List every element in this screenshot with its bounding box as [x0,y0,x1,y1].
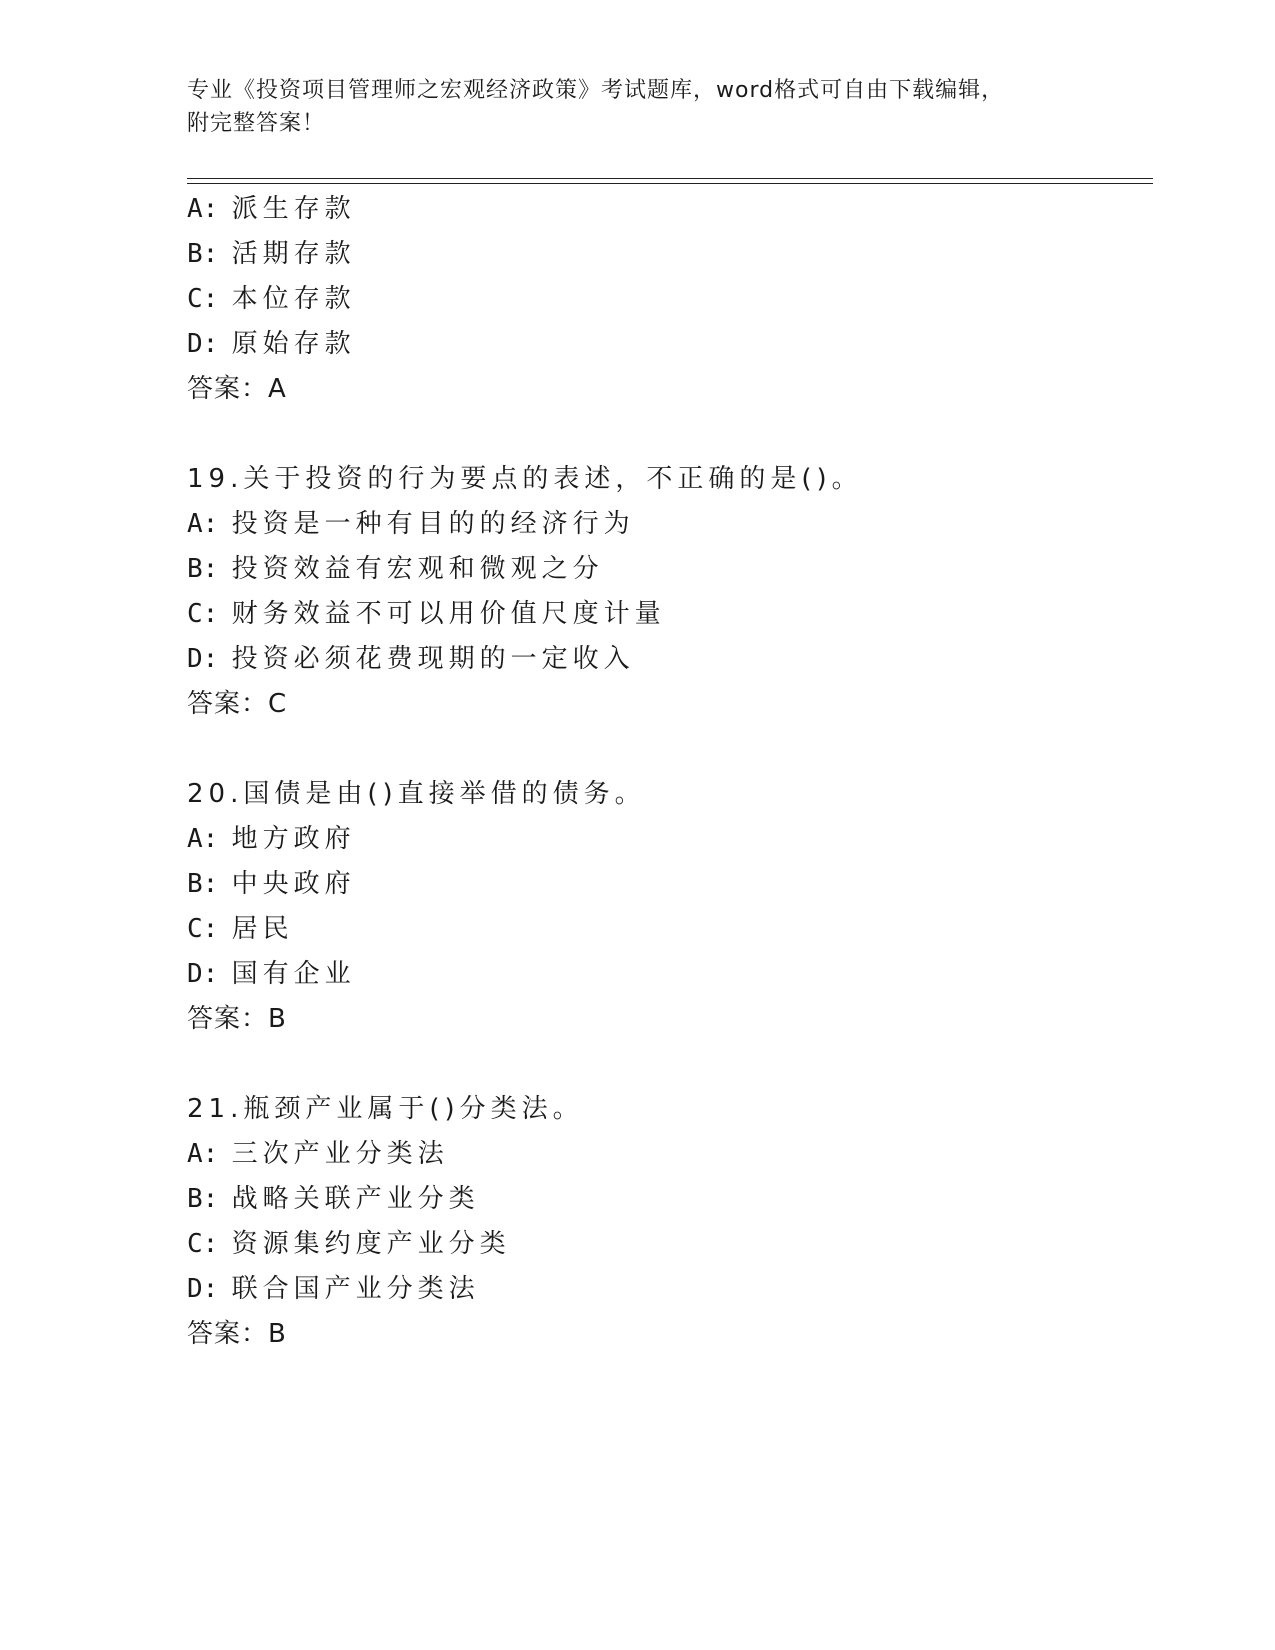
header-divider-top [187,178,1153,179]
header-line-2: 附完整答案！ [187,111,326,136]
option-d: D: 联合国产业分类法 [187,1274,480,1304]
option-c: C: 本位存款 [187,284,356,314]
option-a: A: 地方政府 [187,824,356,854]
option-b: B: 战略关联产业分类 [187,1184,480,1214]
header-divider-bottom [187,183,1153,184]
option-c: C: 居民 [187,914,294,944]
option-c: C: 财务效益不可以用价值尺度计量 [187,599,666,629]
option-b: B: 活期存款 [187,239,356,269]
option-d: D: 投资必须花费现期的一定收入 [187,644,635,674]
header-line-1: 专业《投资项目管理师之宏观经济政策》考试题库，word格式可自由下载编辑， [187,78,1005,103]
option-a: A: 三次产业分类法 [187,1139,449,1169]
question-text: 21.瓶颈产业属于()分类法。 [187,1094,584,1124]
option-d: D: 国有企业 [187,959,356,989]
answer: 答案：C [187,689,288,719]
answer: 答案：A [187,374,287,404]
document-header [187,74,1087,140]
question-text: 20.国债是由()直接举借的债务。 [187,779,646,809]
option-c: C: 资源集约度产业分类 [187,1229,511,1259]
question-text: 19.关于投资的行为要点的表述，不正确的是()。 [187,464,863,494]
option-a: A: 投资是一种有目的的经济行为 [187,509,635,539]
option-a: A: 派生存款 [187,194,356,224]
option-b: B: 中央政府 [187,869,356,899]
answer: 答案：B [187,1004,287,1034]
option-d: D: 原始存款 [187,329,356,359]
answer: 答案：B [187,1319,287,1349]
option-b: B: 投资效益有宏观和微观之分 [187,554,604,584]
